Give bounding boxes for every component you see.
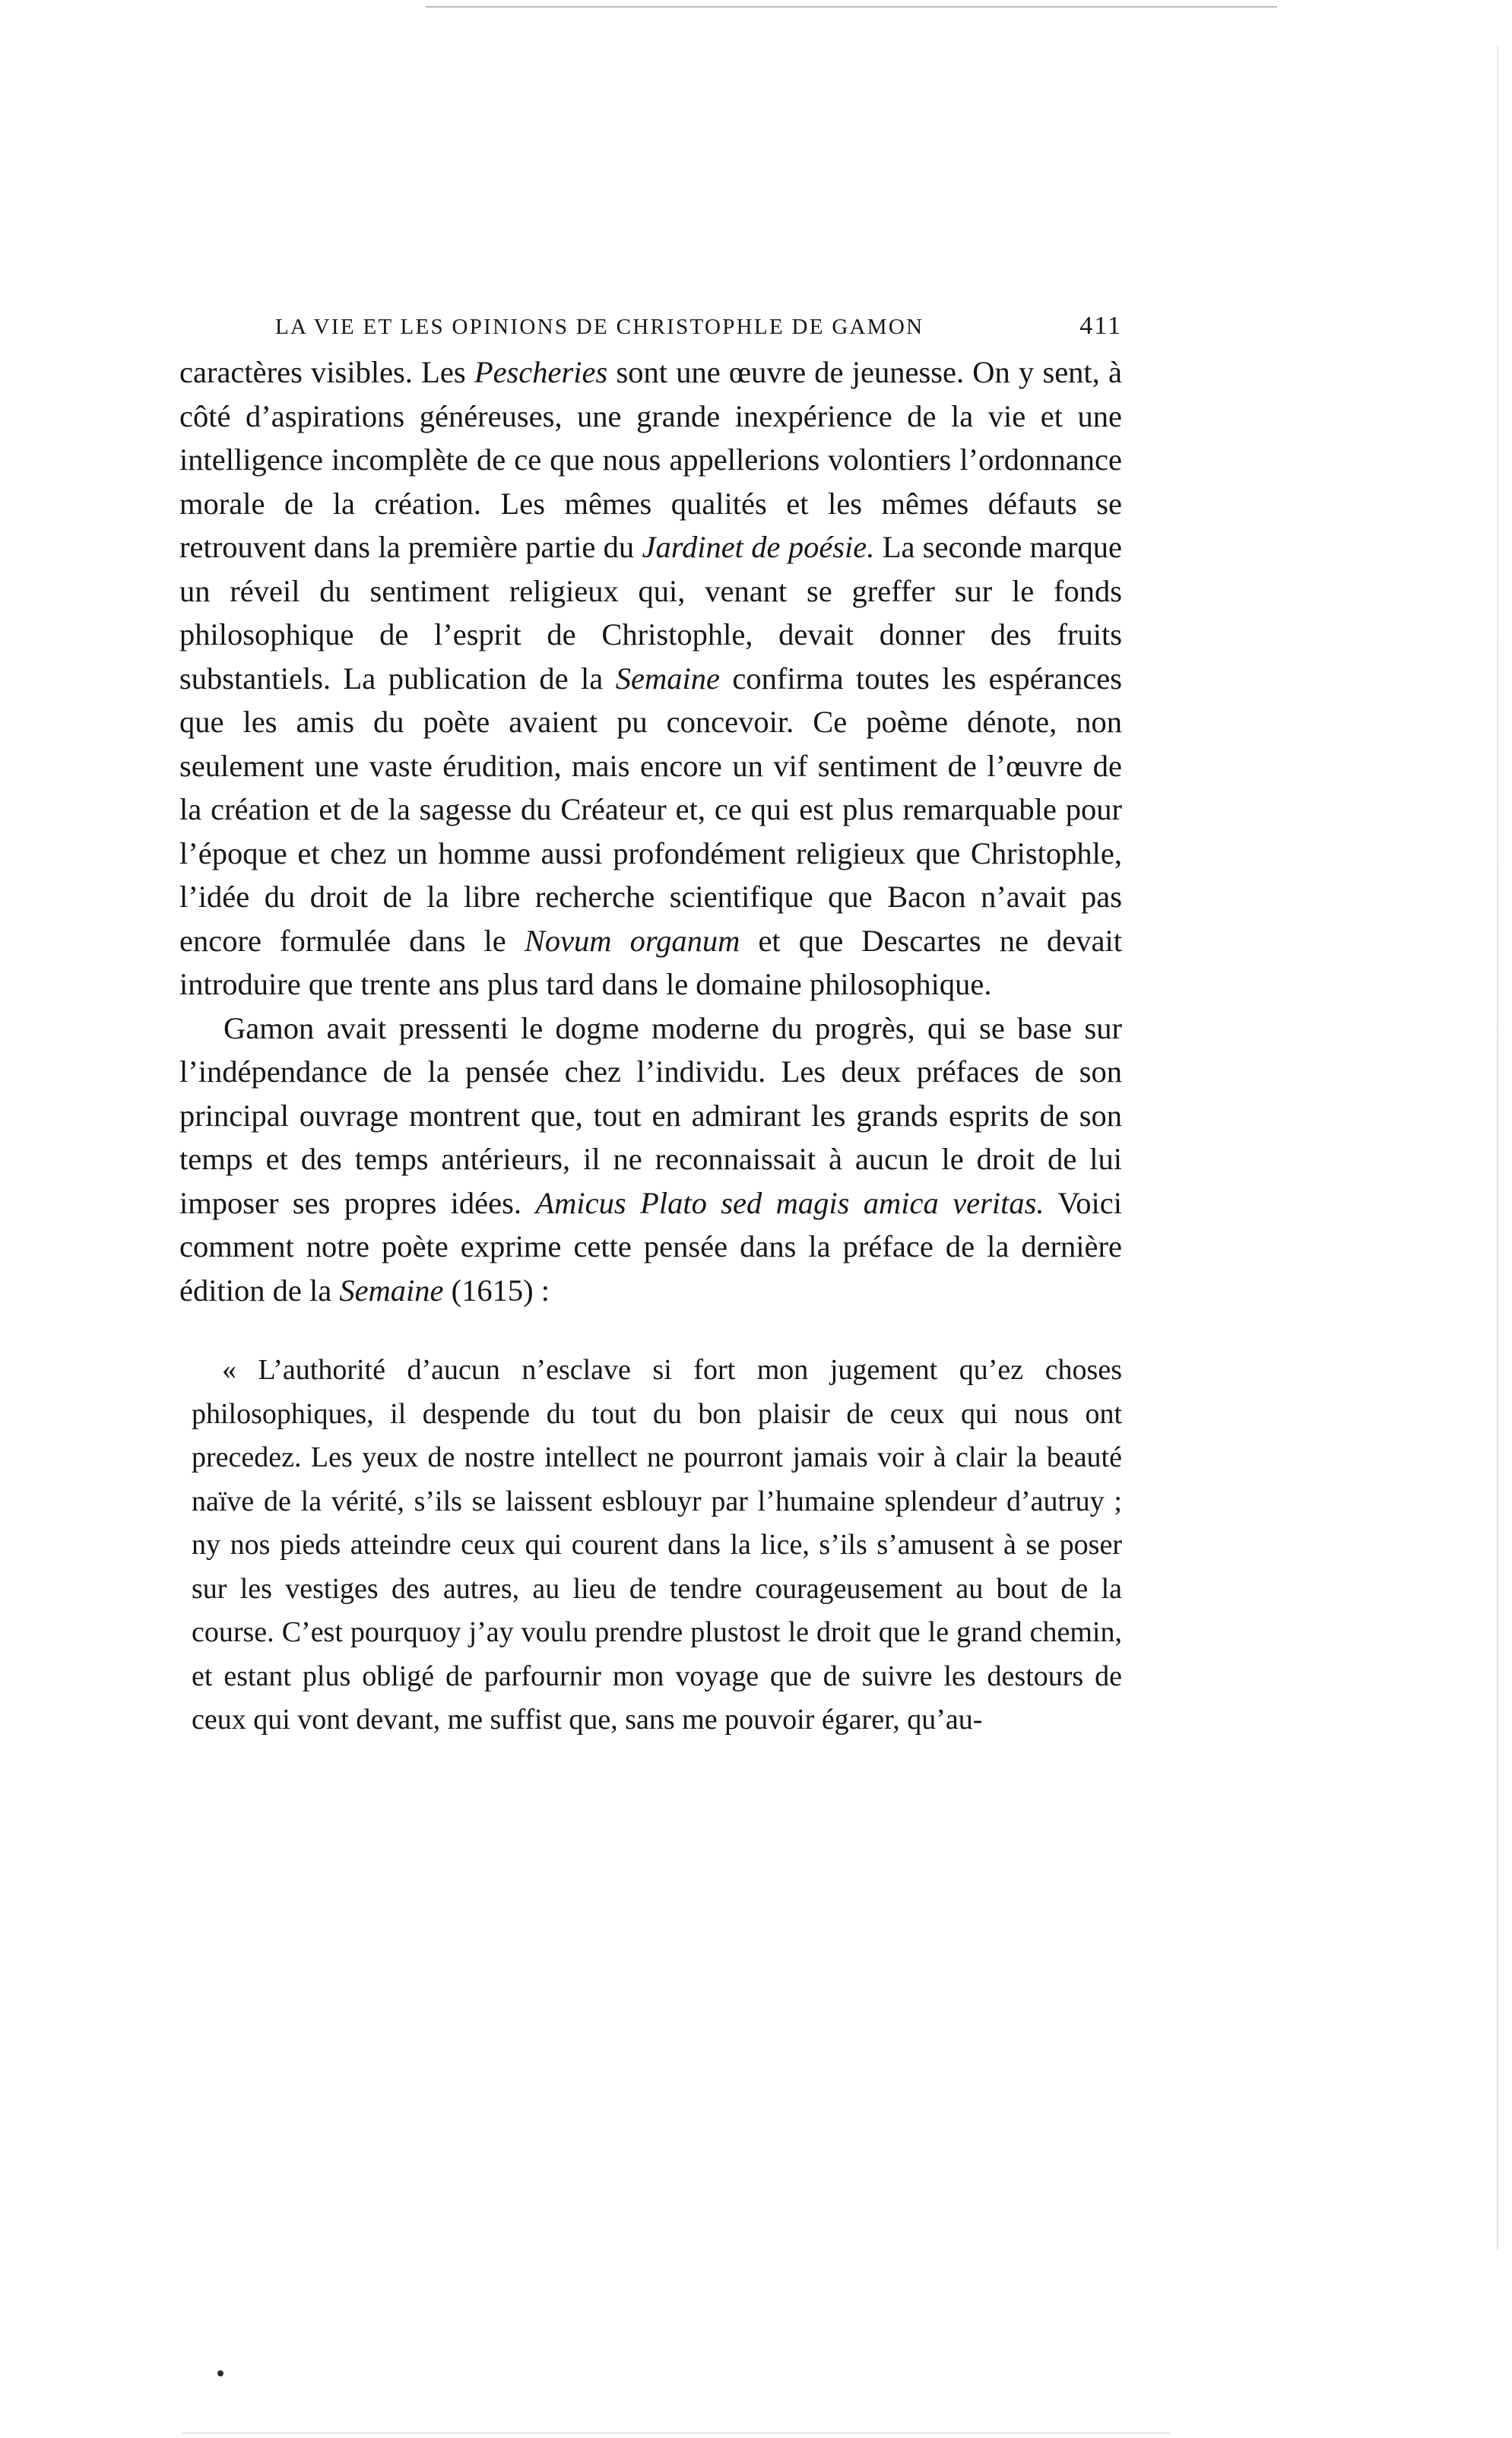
paragraph-1-text-5: et que Descartes ne devait introduire que trente ans plus tard dans le domaine philosophique. <box>179 923 1122 1001</box>
paragraph-2-text-2: Voici comment notre poète exprime cette pensée dans la préface de la dernière édition de la <box>179 1185 1123 1308</box>
page-number: 411 <box>1079 312 1122 340</box>
title-novum-organum: Novum organum <box>524 923 740 958</box>
paragraph-2-text-1: Gamon avait pressenti le dogme moderne du progrès, qui se base sur l’indépendance de la pensée chez l’individu. Les deux préfaces de son principal ouvrage montrent que, tout en admirant les grands esprits de son temps et des temps antérieurs, il ne reconnaissait à aucun le droit de lui imposer ses propres idées. <box>179 1010 1122 1220</box>
title-semaine: Semaine <box>615 661 720 696</box>
scan-speck <box>217 2370 223 2376</box>
title-pescheries: Pescheries <box>474 355 608 389</box>
paragraph-1-text-4: confirma toutes les espérances que les amis du poète avaient pu concevoir. Ce poème dénote, non seulement une vaste érudition, mais encore un vif sentiment de l’œuvre de la création et de la sagesse du Créateur et, ce qui est plus remarquable pour l’époque et chez un homme aussi profondément religieux que Christophle, l’idée du droit de la libre recherche scientifique que Bacon n’avait pas encore formulée dans le <box>179 661 1122 958</box>
book-page <box>179 304 1122 1742</box>
scan-edge-top <box>426 6 1277 8</box>
running-head-title: LA VIE ET LES OPINIONS DE CHRISTOPHLE DE GAMON <box>275 315 924 339</box>
paragraph-2-text-3: (1615) : <box>443 1273 550 1308</box>
paragraph-1-text-1: caractères visibles. Les <box>179 355 474 389</box>
paragraph-1-text-2: sont une œuvre de jeunesse. On y sent, à côté d’aspirations généreuses, une grande inexpérience de la vie et une intelligence incomplète de ce que nous appellerions volontiers l’ordonnance morale de la création. Les mêmes qualités et les mêmes défauts se retrouvent dans la première partie du <box>179 355 1122 564</box>
title-semaine-2: Semaine <box>339 1273 444 1308</box>
paragraph-1-text-3: La seconde marque un réveil du sentiment religieux qui, venant se greffer sur le fonds philosophique de l’esprit de Christophle, devait donner des fruits substantiels. La publication de la <box>179 530 1122 696</box>
block-quotation: « L’authorité d’aucun n’esclave si fort mon jugement qu’ez choses philosophiques, il despende du tout du bon plaisir de ceux qui nous ont precedez. Les yeux de nostre intellect ne pourront jamais voir à clair la beauté naïve de la vérité, s’ils se laissent esblouyr par l’humaine splendeur d’autruy ; ny nos pieds atteindre ceux qui courent dans la lice, s’ils s’amusent à se poser sur les vestiges des autres, au lieu de tendre courageusement au bout de la course. C’est pourquoy j’ay voulu prendre plustost le droit que le grand chemin, et estant plus obligé de parfournir mon voyage que de suivre les destours de ceux qui vont devant, me suffist que, sans me pouvoir égarer, qu’au- <box>192 1354 1122 1736</box>
paragraph-1 <box>179 350 1122 1007</box>
running-head <box>179 304 1122 349</box>
title-jardinet-de-poesie: Jardinet de poésie. <box>642 530 875 564</box>
latin-maxim: Amicus Plato sed magis amica veritas. <box>535 1185 1044 1220</box>
paragraph-2 <box>179 1007 1122 1313</box>
scan-edge-right <box>1497 46 1498 2250</box>
